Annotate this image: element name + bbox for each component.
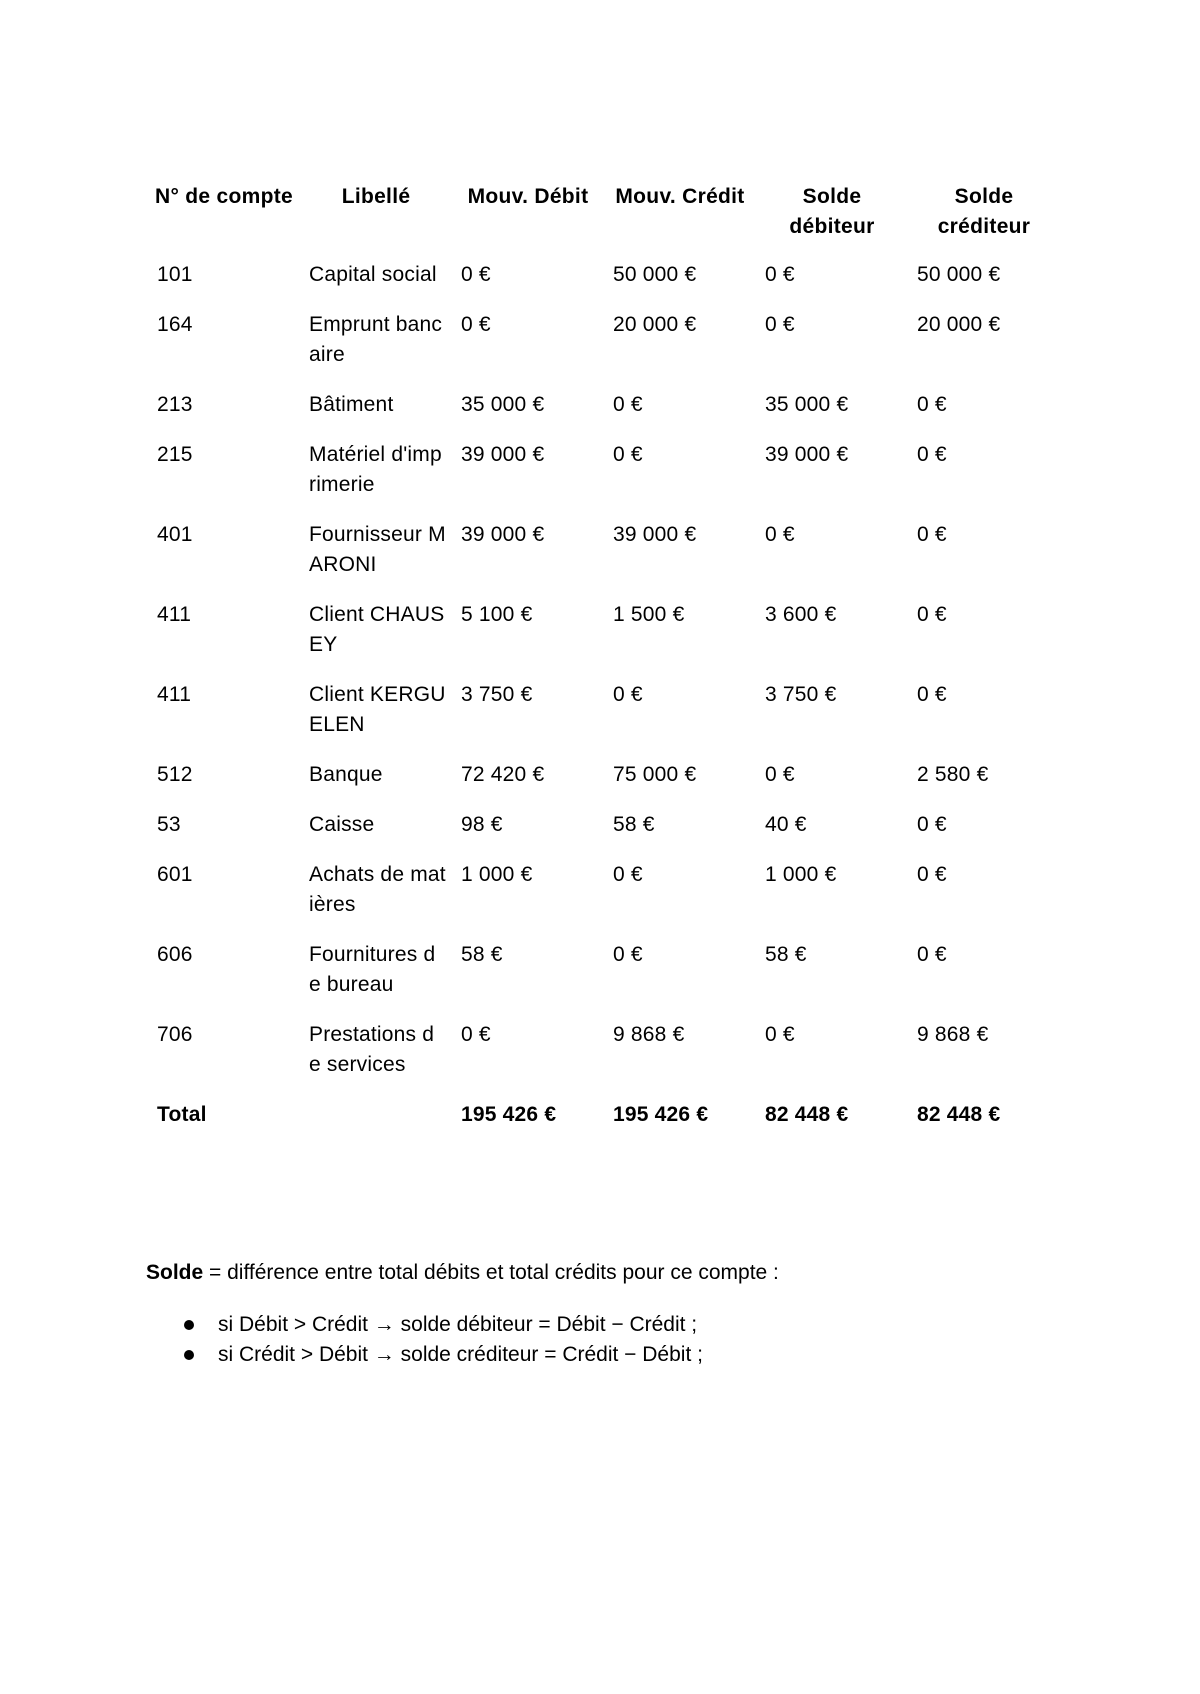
cell-account-number: 215 bbox=[157, 443, 193, 466]
cell-debit-movement: 0 € bbox=[461, 1023, 491, 1046]
cell-debit-movement: 0 € bbox=[461, 263, 491, 286]
cell-debit-balance: 0 € bbox=[765, 523, 795, 546]
cell-account-number: 164 bbox=[157, 313, 193, 336]
cell-credit-movement: 0 € bbox=[613, 863, 643, 886]
cell-debit-movement: 5 100 € bbox=[461, 603, 533, 626]
cell-label: Client KERGUELEN bbox=[309, 683, 446, 736]
total-credit-balance: 82 448 € bbox=[917, 1103, 1001, 1126]
cell-credit-movement: 39 000 € bbox=[613, 523, 697, 546]
table-row bbox=[148, 810, 1060, 860]
cell-debit-movement: 39 000 € bbox=[461, 523, 545, 546]
cell-account-number: 411 bbox=[157, 603, 192, 626]
cell-debit-movement: 39 000 € bbox=[461, 443, 545, 466]
header-account-number: N° de compte bbox=[154, 185, 294, 208]
balance-definition-note bbox=[146, 1258, 1096, 1370]
cell-credit-movement: 0 € bbox=[613, 683, 643, 706]
cell-debit-movement: 1 000 € bbox=[461, 863, 533, 886]
list-item bbox=[146, 1340, 1096, 1370]
table-row bbox=[148, 310, 1060, 390]
total-credit-movement: 195 426 € bbox=[613, 1103, 709, 1126]
cell-credit-movement: 75 000 € bbox=[613, 763, 697, 786]
cell-credit-balance: 50 000 € bbox=[917, 263, 1001, 286]
bullet-icon bbox=[184, 1350, 194, 1360]
table-row bbox=[148, 260, 1060, 310]
cell-label: Client CHAUSEY bbox=[309, 603, 445, 656]
cell-credit-movement: 50 000 € bbox=[613, 263, 697, 286]
cell-credit-balance: 0 € bbox=[917, 393, 947, 416]
cell-label: Caisse bbox=[309, 813, 375, 836]
cell-credit-movement: 1 500 € bbox=[613, 603, 685, 626]
cell-debit-balance: 0 € bbox=[765, 313, 795, 336]
rules-list bbox=[146, 1310, 1096, 1370]
cell-debit-balance: 0 € bbox=[765, 263, 795, 286]
cell-label: Fournitures de bureau bbox=[309, 943, 436, 996]
cell-debit-balance: 0 € bbox=[765, 1023, 795, 1046]
cell-label: Capital social bbox=[309, 263, 437, 286]
table-row bbox=[148, 520, 1060, 600]
header-label: Libellé bbox=[341, 185, 411, 208]
cell-credit-balance: 9 868 € bbox=[917, 1023, 989, 1046]
cell-account-number: 401 bbox=[157, 523, 193, 546]
table-row bbox=[148, 440, 1060, 520]
cell-debit-balance: 58 € bbox=[765, 943, 807, 966]
header-credit-movement: Mouv. Crédit bbox=[615, 185, 745, 208]
cell-debit-balance: 3 750 € bbox=[765, 683, 837, 706]
cell-account-number: 606 bbox=[157, 943, 193, 966]
cell-label: Prestations de services bbox=[309, 1023, 435, 1076]
trial-balance-table bbox=[148, 182, 1060, 1150]
table-row bbox=[148, 1020, 1060, 1100]
bullet-icon bbox=[184, 1320, 194, 1330]
cell-credit-balance: 0 € bbox=[917, 863, 947, 886]
cell-credit-balance: 0 € bbox=[917, 523, 947, 546]
cell-debit-balance: 0 € bbox=[765, 763, 795, 786]
cell-debit-balance: 39 000 € bbox=[765, 443, 849, 466]
cell-debit-movement: 3 750 € bbox=[461, 683, 533, 706]
cell-label: Emprunt bancaire bbox=[309, 313, 443, 366]
cell-credit-movement: 0 € bbox=[613, 943, 643, 966]
total-libelle bbox=[300, 1100, 452, 1150]
table-row bbox=[148, 760, 1060, 810]
cell-credit-balance: 0 € bbox=[917, 813, 947, 836]
cell-debit-movement: 72 420 € bbox=[461, 763, 545, 786]
cell-account-number: 213 bbox=[157, 393, 193, 416]
cell-credit-balance: 0 € bbox=[917, 943, 947, 966]
cell-account-number: 53 bbox=[157, 813, 181, 836]
cell-credit-balance: 20 000 € bbox=[917, 313, 1001, 336]
cell-label: Achats de matières bbox=[309, 863, 446, 916]
cell-credit-balance: 0 € bbox=[917, 603, 947, 626]
cell-debit-balance: 35 000 € bbox=[765, 393, 849, 416]
cell-credit-movement: 0 € bbox=[613, 443, 643, 466]
table-row bbox=[148, 860, 1060, 940]
cell-credit-balance: 0 € bbox=[917, 443, 947, 466]
cell-credit-movement: 20 000 € bbox=[613, 313, 697, 336]
cell-label: Matériel d'imprimerie bbox=[309, 443, 442, 496]
cell-credit-movement: 58 € bbox=[613, 813, 655, 836]
rule-text: si Débit > Crédit → solde débiteur = Débit − Crédit ; bbox=[218, 1313, 698, 1336]
header-debit-movement: Mouv. Débit bbox=[467, 185, 589, 208]
cell-label: Fournisseur MARONI bbox=[309, 523, 446, 576]
cell-account-number: 512 bbox=[157, 763, 193, 786]
cell-debit-movement: 58 € bbox=[461, 943, 503, 966]
table-row bbox=[148, 940, 1060, 1020]
table-header-row bbox=[148, 182, 1060, 260]
header-debit-balance: Solde débiteur bbox=[789, 185, 875, 238]
table-row bbox=[148, 390, 1060, 440]
total-label: Total bbox=[157, 1103, 207, 1126]
definition-text: = différence entre total débits et total crédits pour ce compte : bbox=[203, 1261, 779, 1284]
cell-credit-movement: 0 € bbox=[613, 393, 643, 416]
rule-text: si Crédit > Débit → solde créditeur = Crédit − Débit ; bbox=[218, 1343, 703, 1366]
total-debit-balance: 82 448 € bbox=[765, 1103, 849, 1126]
cell-credit-movement: 9 868 € bbox=[613, 1023, 685, 1046]
cell-debit-balance: 40 € bbox=[765, 813, 807, 836]
definition-paragraph bbox=[146, 1258, 1096, 1288]
list-item bbox=[146, 1310, 1096, 1340]
cell-label: Banque bbox=[309, 763, 383, 786]
cell-debit-balance: 1 000 € bbox=[765, 863, 837, 886]
cell-debit-balance: 3 600 € bbox=[765, 603, 837, 626]
table-total-row bbox=[148, 1100, 1060, 1150]
cell-account-number: 601 bbox=[157, 863, 193, 886]
cell-debit-movement: 35 000 € bbox=[461, 393, 545, 416]
total-debit-movement: 195 426 € bbox=[461, 1103, 557, 1126]
table-row bbox=[148, 600, 1060, 680]
cell-account-number: 101 bbox=[157, 263, 193, 286]
definition-term: Solde bbox=[146, 1261, 204, 1284]
cell-debit-movement: 98 € bbox=[461, 813, 503, 836]
header-credit-balance: Solde créditeur bbox=[937, 185, 1031, 238]
cell-account-number: 706 bbox=[157, 1023, 193, 1046]
cell-account-number: 411 bbox=[157, 683, 192, 706]
cell-credit-balance: 0 € bbox=[917, 683, 947, 706]
cell-credit-balance: 2 580 € bbox=[917, 763, 989, 786]
cell-label: Bâtiment bbox=[309, 393, 394, 416]
cell-debit-movement: 0 € bbox=[461, 313, 491, 336]
table-row bbox=[148, 680, 1060, 760]
